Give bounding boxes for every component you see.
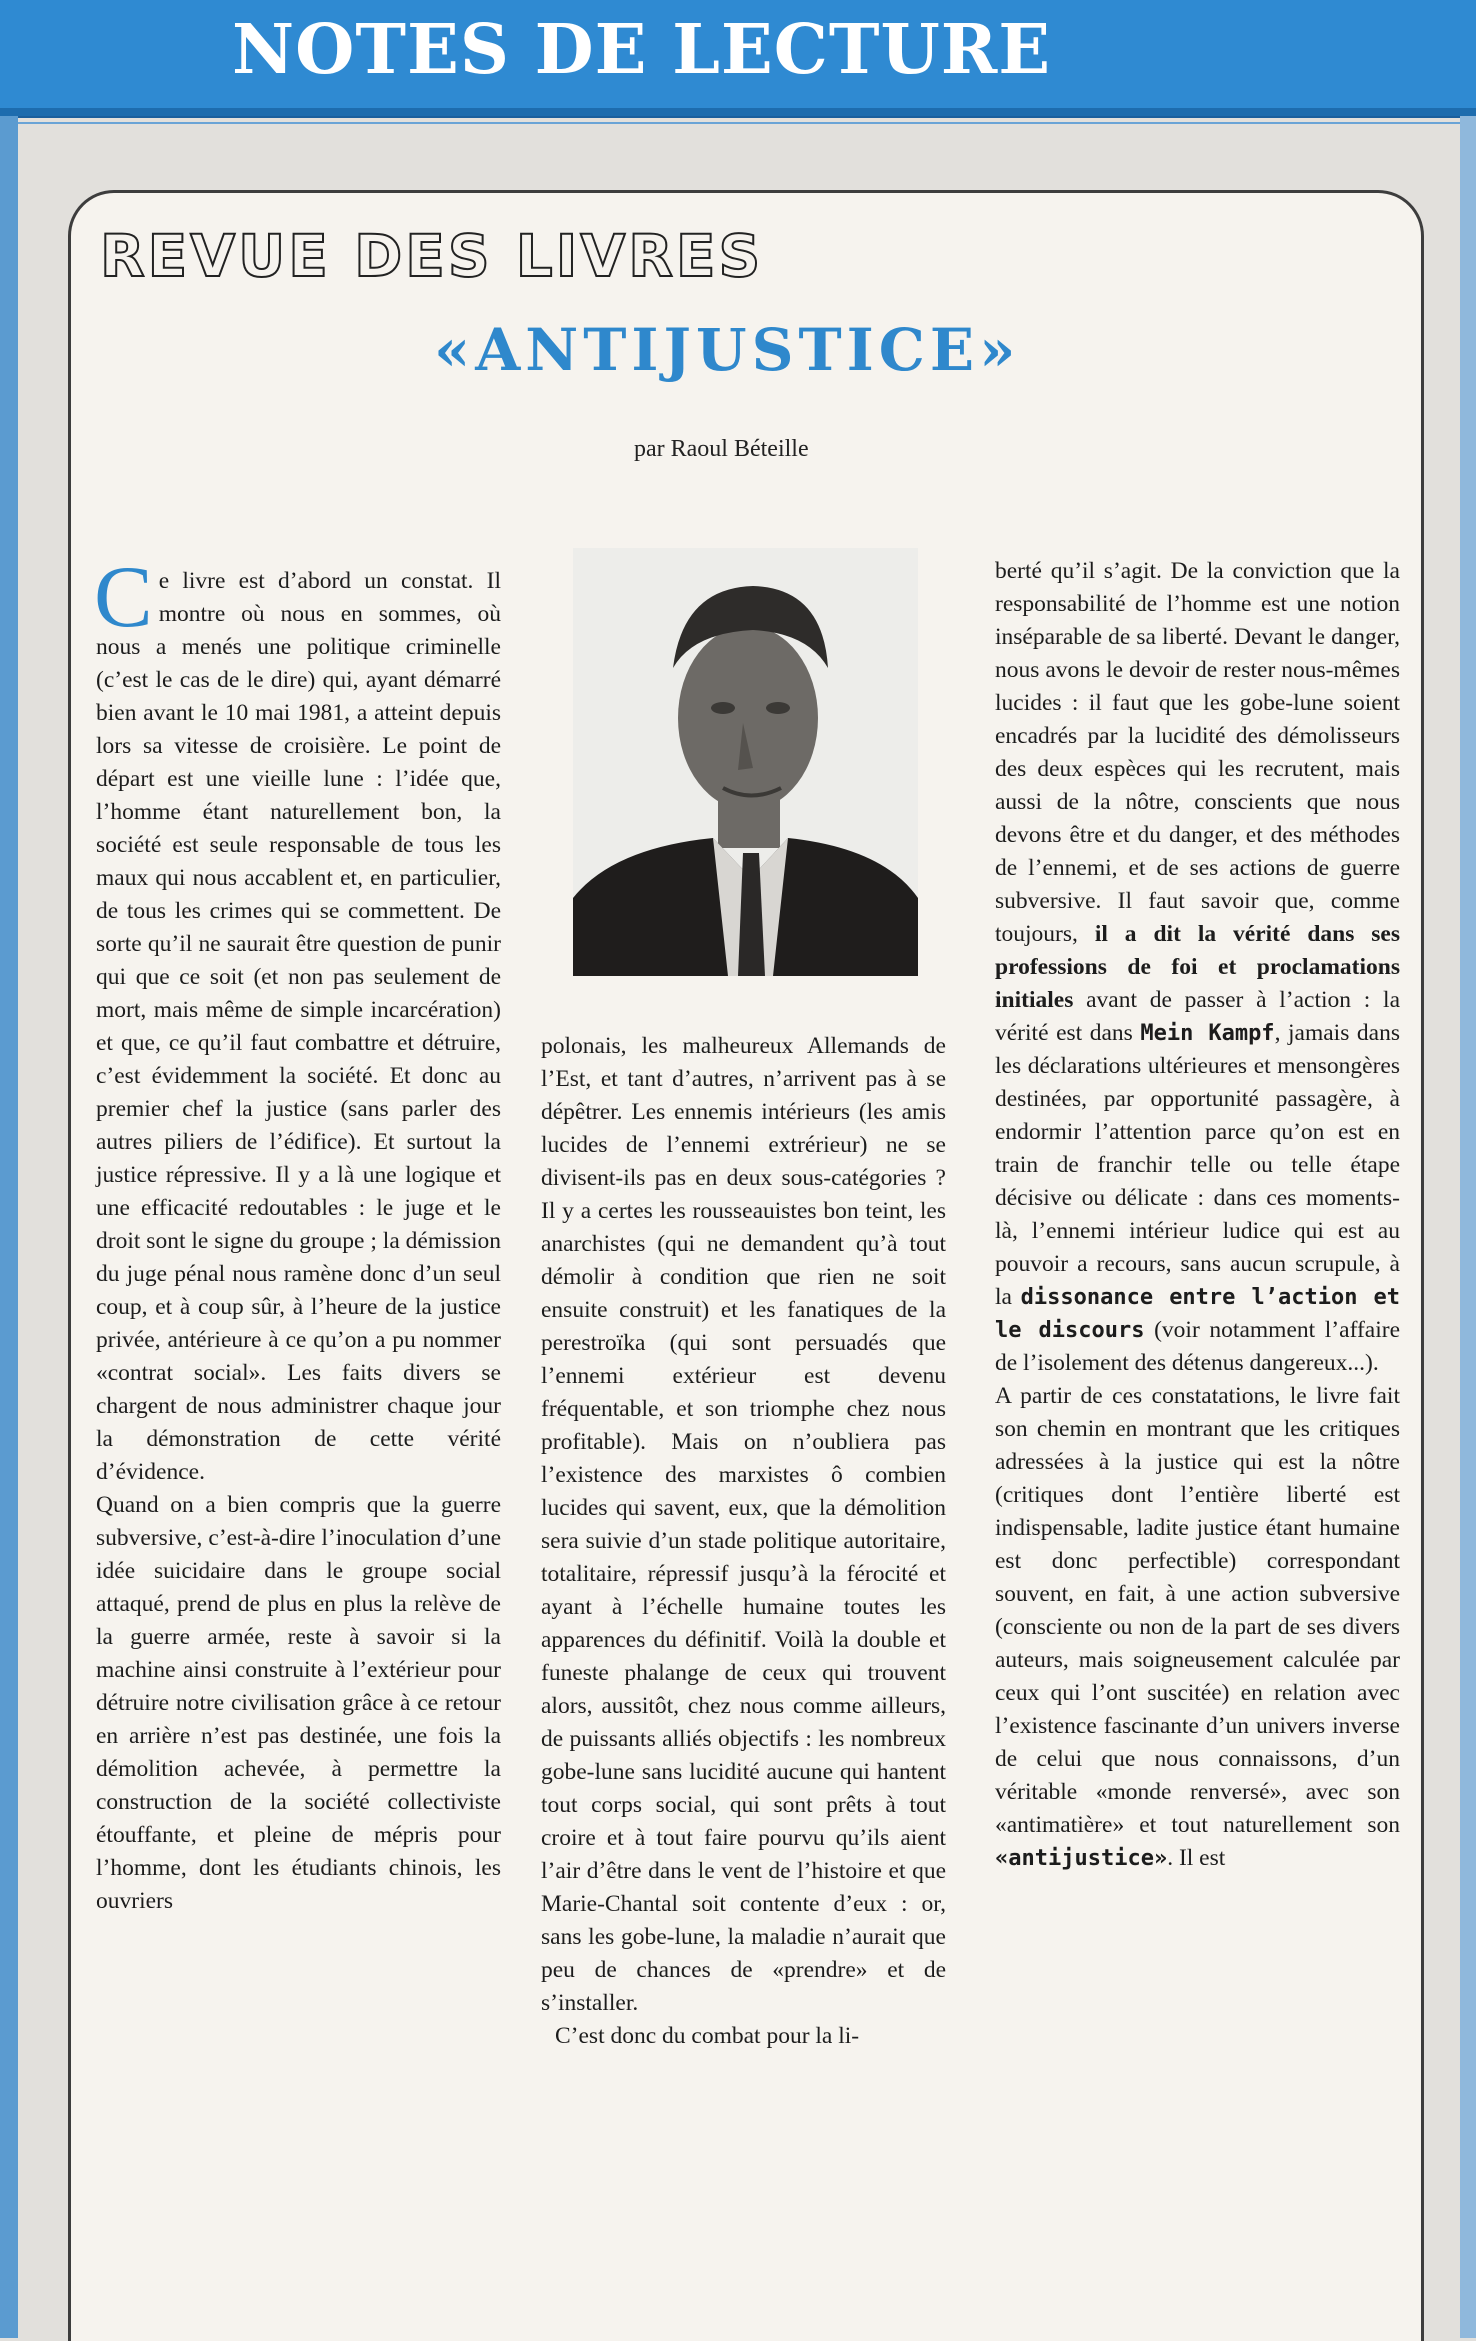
byline: par Raoul Béteille bbox=[634, 436, 809, 462]
text-run: avant de passer à l’action : la vérité est dans bbox=[995, 987, 1401, 1046]
text-run: (voir notamment l’affaire de l’isolement des détenus dangereux...). bbox=[995, 1317, 1401, 1376]
paragraph: Quand on a bien compris que la guerre subversive, c’est-à-dire l’inoculation d’une idée suicidaire dans le groupe social attaqué, prend de plus en plus la relève de la guerre armée, reste à savoir si la machine ainsi construite à l’extérieur pour détruire notre civilisation grâce à ce retour en arrière n’est pas destinée, une fois la démolition achevée, à permettre la construction de la société collectiviste étouffante, et pleine de mépris pour l’homme, dont les étudiants chinois, les ouvriers bbox=[96, 1492, 501, 1914]
banner-title: NOTES DE LECTURE bbox=[232, 10, 1052, 90]
article-title: «ANTIJUSTICE» bbox=[434, 316, 1021, 384]
text-run: , jamais dans les déclarations ultérieures et mensongères destinées, par opportunité passagère, à endormir l’attention parce qu’on est en train de franchir telle ou telle étape décisive ou délicate : dans ces moments-là, l’ennemi intérieur ludice qui est au pouvoir a recours, sans aucun scrupule, à la bbox=[995, 1020, 1401, 1310]
text-run: berté qu’il s’agit. De la conviction que la responsabilité de l’homme est une notion inséparable de sa liberté. Devant le danger, nous avons le devoir de rester nous-mêmes lucides : il faut que les gobe-lune soient encadrés par la lucidité des démolisseurs des deux espèces qui les recrutent, mais aussi de la nôtre, conscients que nous devons être et du danger, et des méthodes de l’ennemi, et de ses actions de guerre subversive. Il faut savoir que, comme toujours, bbox=[995, 558, 1400, 947]
paragraph-text: e livre est d’abord un constat. Il montre où nous en sommes, où nous a menés une politique criminelle (c’est le cas de le dire) qui, ayant démarré bien avant le 10 mai 1981, a atteint depuis lors sa vitesse de croisière. Le point de départ est une vieille lune : l’idée que, l’homme étant naturellement bon, la société est seule responsable de tous les maux qui nous accablent et, en particulier, de tous les crimes qui se commettent. De sorte qu’il ne saurait être question de punir qui que ce soit (et non pas seulement de mort, mais même de simple incarcération) et que, ce qu’il faut combattre et détruire, c’est évidemment la société. Et donc au premier chef la justice (sans parler des autres piliers de l’édifice). Et surtout la justice répressive. Il y a là une logique et une efficacité redoutables : le juge et le droit sont le signe du groupe ; la démission du juge pénal nous ramène donc d’un seul coup, et à coup sûr, à l’heure de la justice privée, antérieure à ce qu’on a pu nommer «contrat social». Les faits divers se chargent de nous administrer chaque jour la démonstration de cette vérité d’évidence. bbox=[96, 568, 501, 1485]
bold-text: «antijustice» bbox=[995, 1846, 1168, 1871]
right-border-band bbox=[1460, 116, 1476, 2338]
section-title: REVUE DES LIVRES bbox=[100, 222, 764, 290]
header-banner bbox=[0, 0, 1476, 116]
left-border-band bbox=[0, 116, 18, 2338]
text-run: . Il est bbox=[1167, 1845, 1226, 1871]
bold-text: Mein Kampf bbox=[1140, 1021, 1275, 1046]
article-column-2 bbox=[541, 1030, 946, 2305]
paragraph: polonais, les malheureux Allemands de l’Est, et tant d’autres, n’arrivent pas à se dépêtrer. Les ennemis intérieurs (les amis lucides de l’ennemi extrérieur) ne se divisent-ils pas en deux sous-catégories ? Il y a certes les rousseauistes bon teint, les anarchistes (qui ne demandent qu’à tout démolir à condition que rien ne soit ensuite construit) et les fanatiques de la perestroïka (qui sont persuadés que l’ennemi extérieur est devenu fréquentable, et son triomphe chez nous profitable). Mais on n’oubliera pas l’existence des marxistes ô combien lucides qui savent, eux, que la démolition sera suivie d’un stade politique autoritaire, totalitaire, répressif jusqu’à la férocité et ayant à l’échelle humaine toutes les apparences du définitif. Voilà la double et funeste phalange de ceux qui trouvent alors, aussitôt, chez nous comme ailleurs, de puissants alliés objectifs : les nombreux gobe-lune sans lucidité aucune qui hantent tout corps social, qui sont prêts à tout croire et à tout faire pourvu qu’ils aient l’air d’être dans le vent de l’histoire et que Marie-Chantal soit contente d’eux : or, sans les gobe-lune, la maladie n’aurait que peu de chances de «prendre» et de s’installer. bbox=[541, 1033, 946, 2016]
article-column-1 bbox=[94, 549, 501, 2305]
divider-stripe bbox=[0, 116, 1476, 118]
paragraph bbox=[94, 549, 501, 1489]
paragraph: C’est donc du combat pour la li- bbox=[555, 2023, 860, 2049]
paragraph bbox=[995, 1380, 1400, 1875]
text-run: A partir de ces constatations, le livre fait son chemin en montrant que les critiques adressées à la justice qui est la nôtre (critiques dont l’entière liberté est indispensable, ladite justice étant humaine est donc perfectible) correspondant souvent, en fait, à une action subversive (consciente ou non de la part de ses divers auteurs, mais soigneusement calculée par ceux qui l’ont suscitée) en relation avec l’existence fascinante d’un univers inverse de celui que nous connaissons, d’un véritable «monde renversé», avec son «antimatière» et tout naturellement son bbox=[995, 1383, 1400, 1838]
bold-text: il a dit la vérité dans ses professions de foi et proclamations initiales bbox=[995, 921, 1400, 1013]
bold-text: dissonance entre l’action et le discours bbox=[995, 1285, 1400, 1343]
author-portrait bbox=[573, 548, 918, 976]
paragraph bbox=[995, 555, 1400, 1380]
drop-cap: C bbox=[94, 549, 153, 646]
divider-stripe bbox=[0, 122, 1476, 124]
article-column-3 bbox=[995, 555, 1400, 2305]
